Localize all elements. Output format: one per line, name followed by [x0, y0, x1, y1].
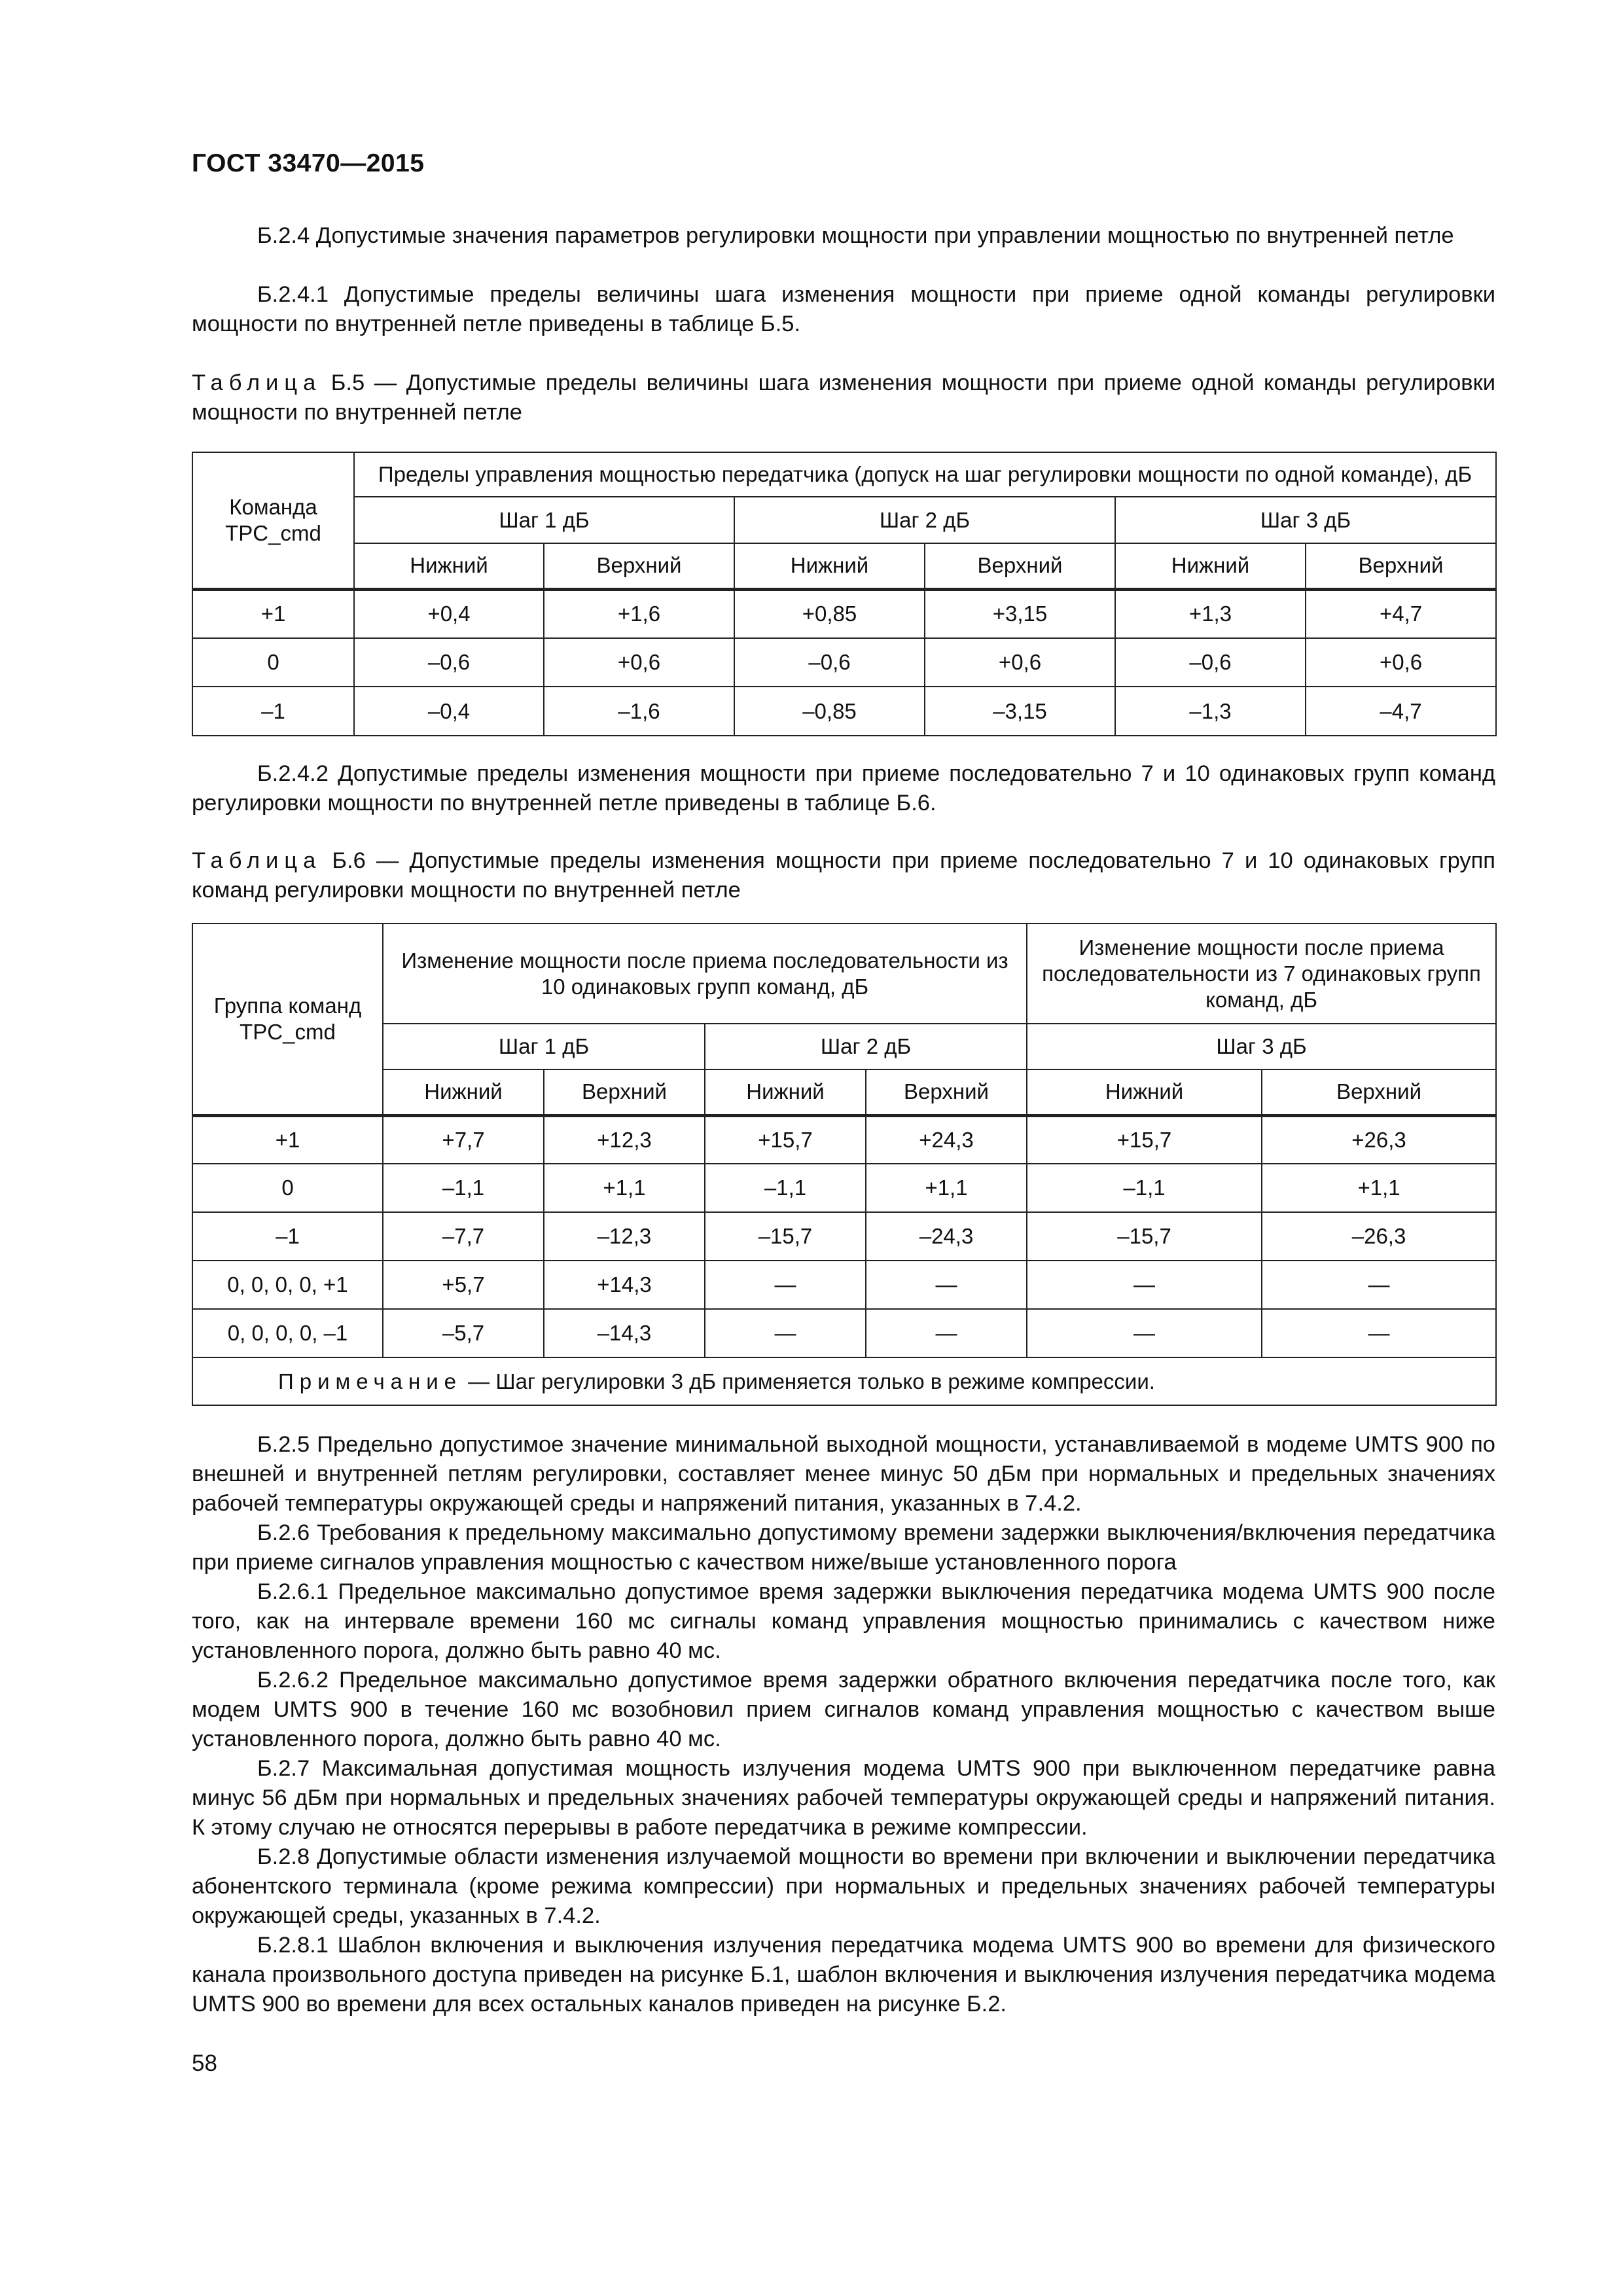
table-cell: +15,7	[1027, 1115, 1262, 1164]
table-cell: +0,6	[1306, 638, 1496, 687]
table-cell: +4,7	[1306, 589, 1496, 638]
table-b6-note-label: Примечание	[278, 1369, 463, 1393]
page-number: 58	[192, 2051, 217, 2076]
table-cell: +1,1	[544, 1164, 705, 1212]
paragraph-b25-text: Б.2.5 Предельно допустимое значение минимальной выходной мощности, устанавливаемой в модеме UMTS 900 по внешней и внутренней петлям регулировки, составляет менее минус 50 дБм при нормальных и предельных значениях рабочей температуры окружающей среды и напряжений питания, указанных в 7.4.2.	[192, 1432, 1495, 1516]
paragraph-b27-text: Б.2.7 Максимальная допустимая мощность излучения модема UMTS 900 при выключенном передатчике равна минус 56 дБм при нормальных и предельных значениях рабочей температуры окружающей среды и напряжений питания. К этому случаю не относятся перерывы в работе передатчика в режиме компрессии.	[192, 1756, 1495, 1840]
paragraph-b262-text: Б.2.6.2 Предельное максимально допустимое время задержки обратного включения передатчика после того, как модем UMTS 900 в течение 160 мс возобновил прием сигналов команд управления мощностью с качеством выше установленного порога, должно быть равно 40 мс.	[192, 1668, 1495, 1751]
table-cell: +24,3	[866, 1115, 1027, 1164]
table-cell: –5,7	[383, 1309, 544, 1357]
table-b5-step: Шаг 1 дБ	[354, 497, 734, 543]
table-b6-lower: Нижний	[705, 1069, 866, 1115]
table-cell: –0,85	[734, 687, 925, 736]
paragraph-b242-text: Б.2.4.2 Допустимые пределы изменения мощности при приеме последовательно 7 и 10 одинаковых групп команд регулировки мощности по внутренней петле приведены в таблице Б.6.	[192, 761, 1495, 816]
table-cell: –1,3	[1115, 687, 1306, 736]
paragraph-b281	[192, 1931, 1495, 2019]
document-header: ГОСТ 33470—2015	[192, 149, 425, 177]
table-row	[192, 687, 1496, 736]
table-cell: +0,4	[354, 589, 544, 638]
table-note-row	[192, 1357, 1496, 1405]
paragraph-b28	[192, 1842, 1495, 1931]
table-b6-step: Шаг 2 дБ	[705, 1024, 1027, 1069]
table-cell: –1,1	[705, 1164, 866, 1212]
table-cell: –12,3	[544, 1212, 705, 1261]
table-b6-note	[192, 1357, 1496, 1405]
table-row	[192, 1212, 1496, 1261]
table-cell: —	[705, 1309, 866, 1357]
table-b6-upper: Верхний	[544, 1069, 705, 1115]
table-cell: +3,15	[925, 589, 1115, 638]
table-cell: +0,6	[925, 638, 1115, 687]
table-cell: –0,6	[1115, 638, 1306, 687]
table-row	[192, 589, 1496, 638]
table-cell: 0	[192, 1164, 383, 1212]
table-cell: –0,6	[354, 638, 544, 687]
table-cell: –7,7	[383, 1212, 544, 1261]
table-cell: –0,4	[354, 687, 544, 736]
table-b6-upper: Верхний	[866, 1069, 1027, 1115]
table-cell: —	[1262, 1309, 1496, 1357]
paragraph-b25	[192, 1430, 1495, 1518]
table-cell: –1	[192, 687, 354, 736]
table-cell: –24,3	[866, 1212, 1027, 1261]
table-b6-upper: Верхний	[1262, 1069, 1496, 1115]
paragraph-b261	[192, 1577, 1495, 1666]
table-b5-header-command: Команда TPC_cmd	[192, 452, 354, 589]
paragraph-b241-text: Б.2.4.1 Допустимые пределы величины шага изменения мощности при приеме одной команды регулировки мощности по внутренней петле приведены в таблице Б.5.	[192, 282, 1495, 336]
paragraph-b24-text: Б.2.4 Допустимые значения параметров регулировки мощности при управлении мощностью по внутренней петле	[257, 223, 1454, 248]
table-b6-caption-text: Б.6 — Допустимые пределы изменения мощности при приеме последовательно 7 и 10 одинаковых групп команд регулировки мощности по внутренней петле	[192, 848, 1495, 903]
table-cell: +1	[192, 1115, 383, 1164]
table-b5-caption-label: Таблица	[192, 370, 322, 395]
paragraph-b27	[192, 1754, 1495, 1842]
table-b5-step: Шаг 3 дБ	[1115, 497, 1496, 543]
table-cell: +14,3	[544, 1261, 705, 1309]
table-cell: –1,1	[1027, 1164, 1262, 1212]
table-b6-step: Шаг 3 дБ	[1027, 1024, 1496, 1069]
table-b6-step: Шаг 1 дБ	[383, 1024, 705, 1069]
table-b5-lower: Нижний	[1115, 543, 1306, 589]
paragraph-b26	[192, 1518, 1495, 1577]
table-row	[192, 638, 1496, 687]
table-cell: +15,7	[705, 1115, 866, 1164]
table-b5-upper: Верхний	[544, 543, 734, 589]
table-b5-upper: Верхний	[925, 543, 1115, 589]
table-cell: +1,6	[544, 589, 734, 638]
table-cell: +7,7	[383, 1115, 544, 1164]
table-cell: –0,6	[734, 638, 925, 687]
table-cell: —	[866, 1309, 1027, 1357]
paragraph-b24	[192, 221, 1495, 251]
table-cell: —	[1027, 1309, 1262, 1357]
table-cell: +1,1	[1262, 1164, 1496, 1212]
table-b5-lower: Нижний	[354, 543, 544, 589]
table-b6-header-group: Группа команд TPC_cmd	[192, 924, 383, 1115]
table-cell: –3,15	[925, 687, 1115, 736]
table-cell: –1,6	[544, 687, 734, 736]
paragraph-b241	[192, 280, 1495, 339]
table-b6-header-7: Изменение мощности после приема последовательности из 7 одинаковых групп команд, дБ	[1027, 924, 1496, 1024]
table-cell: –1,1	[383, 1164, 544, 1212]
table-row	[192, 1309, 1496, 1357]
table-b5-upper: Верхний	[1306, 543, 1496, 589]
table-b6	[192, 923, 1497, 1406]
table-b5-header-group: Пределы управления мощностью передатчика (допуск на шаг регулировки мощности по одной команде), дБ	[354, 452, 1496, 497]
table-row	[192, 1115, 1496, 1164]
table-cell: +5,7	[383, 1261, 544, 1309]
table-b5-step: Шаг 2 дБ	[734, 497, 1115, 543]
table-cell: –14,3	[544, 1309, 705, 1357]
paragraph-b261-text: Б.2.6.1 Предельное максимально допустимое время задержки выключения передатчика модема UMTS 900 после того, как на интервале времени 160 мс сигналы команд управления мощностью принимались с качеством ниже установленного порога, должно быть равно 40 мс.	[192, 1579, 1495, 1663]
table-b6-header-10: Изменение мощности после приема последовательности из 10 одинаковых групп команд, дБ	[383, 924, 1027, 1024]
table-cell: +1,3	[1115, 589, 1306, 638]
table-b5	[192, 452, 1497, 736]
table-cell: +1	[192, 589, 354, 638]
table-b6-lower: Нижний	[383, 1069, 544, 1115]
paragraph-b281-text: Б.2.8.1 Шаблон включения и выключения излучения передатчика модема UMTS 900 во времени для физического канала произвольного доступа приведен на рисунке Б.1, шаблон включения и выключения излучения передатчика модема UMTS 900 во времени для всех остальных каналов приведен на рисунке Б.2.	[192, 1933, 1495, 2017]
table-b5-lower: Нижний	[734, 543, 925, 589]
paragraph-b262	[192, 1666, 1495, 1754]
table-b6-caption-label: Таблица	[192, 848, 322, 873]
table-b6-lower: Нижний	[1027, 1069, 1262, 1115]
table-cell: —	[866, 1261, 1027, 1309]
table-cell: –15,7	[705, 1212, 866, 1261]
table-b5-caption	[192, 368, 1495, 427]
table-cell: +0,85	[734, 589, 925, 638]
table-cell: 0, 0, 0, 0, –1	[192, 1309, 383, 1357]
table-cell: +26,3	[1262, 1115, 1496, 1164]
paragraph-b26-text: Б.2.6 Требования к предельному максимально допустимому времени задержки выключения/включения передатчика при приеме сигналов управления мощностью с качеством ниже/выше установленного порога	[192, 1520, 1495, 1575]
table-b6-note-text: — Шаг регулировки 3 дБ применяется только в режиме компрессии.	[462, 1369, 1155, 1393]
table-row	[192, 1164, 1496, 1212]
paragraph-b242	[192, 759, 1495, 818]
table-cell: –4,7	[1306, 687, 1496, 736]
table-row	[192, 1261, 1496, 1309]
table-cell: –1	[192, 1212, 383, 1261]
table-cell: +12,3	[544, 1115, 705, 1164]
table-cell: +1,1	[866, 1164, 1027, 1212]
table-b5-caption-text: Б.5 — Допустимые пределы величины шага изменения мощности при приеме одной команды регулировки мощности по внутренней петле	[192, 370, 1495, 425]
paragraph-b28-text: Б.2.8 Допустимые области изменения излучаемой мощности во времени при включении и выключении передатчика абонентского терминала (кроме режима компрессии) при нормальных и предельных значениях рабочей температуры окружающей среды, указанных в 7.4.2.	[192, 1844, 1495, 1928]
table-cell: 0, 0, 0, 0, +1	[192, 1261, 383, 1309]
table-cell: —	[705, 1261, 866, 1309]
table-cell: +0,6	[544, 638, 734, 687]
table-cell: 0	[192, 638, 354, 687]
table-cell: —	[1027, 1261, 1262, 1309]
table-cell: —	[1262, 1261, 1496, 1309]
table-cell: –15,7	[1027, 1212, 1262, 1261]
table-cell: –26,3	[1262, 1212, 1496, 1261]
table-b6-caption	[192, 846, 1495, 905]
